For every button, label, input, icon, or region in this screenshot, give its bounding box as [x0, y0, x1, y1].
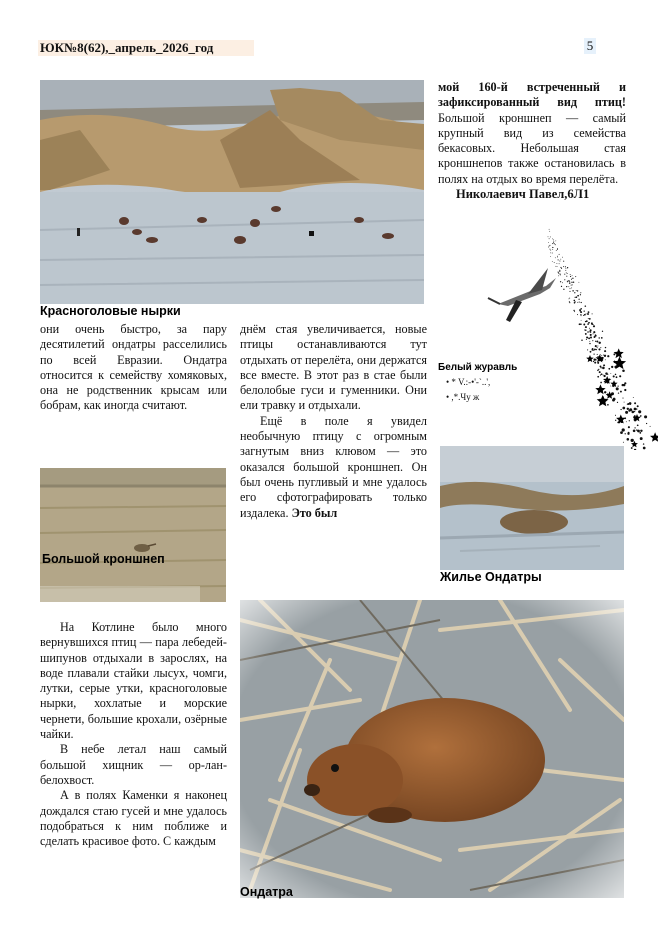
star-dot — [634, 411, 635, 412]
star-dot — [633, 397, 634, 398]
left-bottom-paragraph-2: В небе летал наш самый большой хищник — ор-лан-белохвост. — [40, 742, 227, 787]
star-dot — [585, 333, 587, 335]
star-dot — [637, 424, 639, 426]
star-dot — [569, 302, 570, 303]
star-dot — [636, 408, 637, 409]
star-dot — [553, 242, 554, 243]
star-dot — [573, 282, 574, 283]
star-dot — [607, 374, 608, 375]
star-dot — [596, 341, 598, 343]
star-dot — [552, 261, 553, 262]
star-dot — [610, 373, 611, 374]
star-dot — [616, 376, 618, 378]
star-dot — [600, 375, 601, 376]
star-dot — [557, 266, 558, 267]
star-dot — [591, 322, 593, 324]
star-dot — [565, 266, 566, 267]
middle-paragraph-2: Ещё в поле я увидел необычную птицу с огромным загнутым вниз клювом — это оказался большой кроншнеп. Он был очень пугливый и мне удалось его сфотографировать только издалека. — [240, 413, 427, 520]
star-dot — [555, 266, 556, 267]
star-dot — [548, 247, 549, 248]
species-count-bold: мой 160-й встреченный и зафиксированный вид птиц! — [438, 80, 626, 110]
star-dot — [579, 323, 581, 325]
star-dot — [584, 314, 586, 316]
star-dot — [627, 438, 630, 441]
star-dot — [601, 373, 603, 375]
star-dot — [559, 271, 560, 272]
star-dot — [622, 428, 625, 431]
star-dot — [550, 252, 551, 253]
star-dot — [557, 248, 558, 249]
star-dot — [585, 321, 586, 322]
star-dot — [549, 231, 550, 232]
star-dot — [589, 331, 590, 332]
star-dot — [600, 354, 601, 355]
star-dot — [562, 257, 563, 258]
star-dot — [563, 261, 564, 262]
star-dot — [627, 411, 628, 412]
star-dot — [599, 371, 601, 373]
curlew-image — [40, 468, 226, 602]
star-dot — [607, 355, 609, 357]
star-dot — [569, 280, 570, 281]
muskrat-photo — [240, 600, 624, 898]
star-dot — [552, 253, 553, 254]
star-dot — [575, 297, 576, 298]
star-dot — [577, 290, 578, 291]
star-dot — [627, 433, 629, 435]
star-dot — [595, 334, 596, 335]
star-dot — [567, 267, 568, 268]
star-dot — [569, 282, 570, 283]
star-dot — [572, 278, 573, 279]
star-dot — [628, 410, 630, 412]
curlew-photo — [40, 468, 226, 602]
star-dot — [605, 359, 606, 360]
page-number: 5 — [584, 38, 596, 54]
star-dot — [631, 439, 634, 442]
star-dot — [638, 410, 641, 413]
star-dot — [597, 346, 598, 347]
star-dot — [611, 366, 613, 368]
star-dot — [589, 341, 590, 342]
star-dot — [597, 362, 599, 364]
star-dot — [549, 238, 550, 239]
star-dot — [597, 354, 598, 355]
star-dot — [572, 275, 573, 276]
star-dot — [634, 408, 637, 411]
star-dot — [593, 350, 594, 351]
crane-decor-line-2: • ,*.Чу ж — [446, 392, 480, 402]
star-dot — [590, 334, 592, 336]
star-dot — [549, 229, 550, 230]
star-dot — [555, 244, 556, 245]
star-dot — [615, 415, 616, 416]
star-dot — [629, 402, 632, 405]
star-dot — [568, 298, 569, 299]
star-dot — [623, 442, 624, 443]
star-dot — [576, 290, 577, 291]
star-dot — [550, 245, 551, 246]
star-dot — [550, 256, 551, 257]
pochards-photo — [40, 80, 424, 304]
star-dot — [592, 340, 593, 341]
star-dot — [639, 432, 641, 434]
star-dot — [577, 295, 579, 297]
star-dot — [601, 337, 603, 339]
star-dot — [634, 427, 635, 428]
star-dot — [616, 387, 619, 390]
star-dot — [597, 376, 599, 378]
star-dot — [558, 273, 559, 274]
star-dot — [596, 349, 597, 350]
star-dot — [575, 276, 576, 277]
star-dot — [624, 382, 626, 384]
star-dot — [604, 355, 606, 357]
star-dot — [583, 315, 584, 316]
star-dot — [565, 270, 566, 271]
star-trail — [438, 228, 658, 450]
caption-curlew: Большой кроншнеп — [42, 552, 165, 566]
star-dot — [573, 300, 575, 302]
star-dot — [625, 433, 626, 434]
star-dot — [620, 409, 621, 410]
star-dot — [557, 257, 558, 258]
star-dot — [600, 367, 601, 368]
star-dot — [597, 356, 598, 357]
star-dot — [572, 284, 573, 285]
star-dot — [615, 420, 616, 421]
star-dot — [580, 294, 581, 295]
star-dot — [552, 249, 553, 250]
star-dot — [552, 243, 553, 244]
star-dot — [589, 343, 590, 344]
star-dot — [613, 398, 616, 401]
star-dot — [571, 287, 572, 288]
star-dot — [607, 393, 608, 394]
star-dot — [566, 272, 567, 273]
star-dot — [590, 331, 592, 333]
star-dot — [583, 324, 585, 326]
star-dot — [597, 370, 598, 371]
star-dot — [555, 240, 556, 241]
muskrat-image — [240, 600, 624, 898]
star-dot — [620, 431, 623, 434]
star-dot — [572, 290, 573, 291]
star-dot — [631, 447, 633, 449]
star-dot — [564, 274, 565, 275]
star-dot — [580, 308, 582, 310]
star-dot — [588, 311, 590, 313]
left-bottom-paragraph-1: На Котлине было много вернувшихся птиц — пара лебедей-шипунов отдыхали в зарослях, на воде плавали стайки лысух, чомги, лутки, серые утки, красноголовые нырки, хохлатые и морские чернети, большие крохали, озёрные чайки. — [40, 620, 227, 742]
star-dot — [569, 298, 570, 299]
middle-column — [240, 322, 427, 521]
crane-decor-line-1: • * V.:-•'-`..', — [446, 377, 491, 387]
star-dot — [579, 310, 581, 312]
star-dot — [548, 242, 549, 243]
star-dot — [558, 272, 559, 273]
left-bottom-paragraph-3: А в полях Каменки я наконец дождался стаю гусей и мне удалось подобраться к ним поближе и сделать красивое фото. С каждым — [40, 788, 227, 849]
star-dot — [604, 391, 606, 393]
muskrat-house-image — [440, 446, 624, 570]
star-dot — [556, 250, 557, 251]
star-dot — [594, 362, 596, 364]
star-dot — [563, 289, 564, 290]
star-dot — [570, 274, 571, 275]
star-dot — [595, 341, 596, 342]
star-dot — [577, 302, 578, 303]
star-dot — [643, 447, 646, 450]
star-dot — [640, 437, 643, 440]
star-dot — [559, 254, 560, 255]
star-dot — [558, 275, 559, 276]
issue-header: ЮК№8(62),_апрель_2026_год — [38, 40, 254, 56]
star-dot — [584, 329, 585, 330]
star-dot — [550, 236, 551, 237]
caption-muskrat: Ондатра — [240, 885, 293, 899]
star-dot — [588, 318, 589, 319]
star-dot — [593, 333, 594, 334]
star-dot — [568, 286, 569, 287]
star-dot — [608, 368, 610, 370]
star-dot — [618, 392, 619, 393]
star-dot — [600, 347, 601, 348]
star-dot — [627, 408, 629, 410]
star-dot — [636, 429, 637, 430]
star-dot — [599, 337, 600, 338]
star-shape — [586, 355, 594, 362]
star-dot — [549, 246, 550, 247]
star-dot — [587, 323, 589, 325]
star-dot — [629, 420, 630, 421]
star-dot — [610, 386, 611, 387]
star-dot — [565, 268, 566, 269]
star-dot — [631, 411, 634, 414]
star-dot — [581, 339, 582, 340]
star-dot — [563, 266, 564, 267]
star-dot — [637, 430, 640, 433]
star-dot — [554, 262, 555, 263]
star-dot — [560, 274, 561, 275]
star-dot — [590, 337, 592, 339]
star-dot — [553, 241, 554, 242]
caption-muskrat-house: Жилье Ондатры — [440, 570, 542, 584]
star-dot — [587, 313, 589, 315]
star-dot — [567, 281, 568, 282]
star-dot — [593, 325, 595, 327]
star-dot — [595, 345, 597, 347]
star-dot — [586, 336, 588, 338]
star-dot — [626, 421, 627, 422]
star-dot — [561, 286, 562, 287]
author-signature: Николаевич Павел,6Л1 — [456, 187, 590, 202]
curlew-description: Большой кроншнеп — самый крупный вид из семейства бекасовых. Небольшая стая кроншнепов также остановилась в полях на отдых во время перелёта. — [438, 110, 626, 186]
star-shape — [597, 395, 609, 406]
star-dot — [593, 359, 595, 361]
star-shape — [595, 384, 605, 394]
star-dot — [550, 250, 551, 251]
middle-paragraph-2-bold: Это был — [291, 505, 338, 520]
star-dot — [585, 326, 587, 328]
star-dot — [602, 331, 603, 332]
star-dot — [634, 402, 636, 404]
star-dot — [598, 348, 600, 350]
star-shape — [650, 432, 658, 442]
star-dot — [564, 279, 565, 280]
star-dot — [578, 282, 579, 283]
star-dot — [581, 320, 582, 321]
star-dot — [574, 311, 575, 312]
crane-illustration — [438, 228, 658, 450]
star-dot — [560, 267, 561, 268]
left-bottom-text — [40, 620, 227, 849]
star-dot — [620, 391, 622, 393]
star-dot — [571, 279, 572, 280]
star-dot — [603, 375, 604, 376]
star-dot — [590, 351, 592, 353]
star-dot — [587, 349, 588, 350]
star-dot — [593, 353, 594, 354]
star-dot — [569, 291, 570, 292]
star-dot — [571, 282, 572, 283]
star-dot — [580, 292, 581, 293]
star-dot — [566, 286, 567, 287]
star-dot — [584, 310, 585, 311]
star-dot — [559, 270, 560, 271]
left-top-text: они очень быстро, за пару десятилетий ондатры расселились по всей Евразии. Ондатра относится к семейству хомяковых, она не родственник крысам или бобрам, как иногда считают. — [40, 322, 227, 413]
middle-paragraph-1: днём стая увеличивается, новые птицы останавливаются тут отдыхать от перелёта, они держатся все вместе. В этот раз в стае были белолобые гуси и гуменники. Они ели травку и отдыхали. — [240, 322, 427, 413]
star-dot — [627, 404, 628, 405]
star-dot — [574, 292, 575, 293]
star-dot — [598, 342, 600, 344]
star-dot — [644, 415, 647, 418]
star-dot — [558, 259, 559, 260]
star-dot — [578, 299, 579, 300]
caption-pochards: Красноголовые нырки — [40, 304, 181, 318]
star-dot — [615, 374, 617, 376]
star-dot — [570, 276, 571, 277]
star-dot — [559, 261, 560, 262]
star-dot — [553, 247, 554, 248]
star-dot — [613, 375, 615, 377]
star-dot — [602, 367, 605, 370]
right-top-text — [438, 80, 626, 202]
star-shape — [596, 354, 605, 362]
star-dot — [622, 407, 625, 410]
star-dot — [637, 405, 639, 407]
star-dot — [556, 263, 557, 264]
star-dot — [607, 404, 609, 406]
star-dot — [579, 302, 580, 303]
star-dot — [585, 305, 587, 307]
star-dot — [559, 274, 560, 275]
star-dot — [560, 281, 561, 282]
star-dot — [601, 355, 602, 356]
star-dot — [650, 426, 651, 427]
star-dot — [586, 313, 587, 314]
star-dot — [605, 347, 606, 348]
star-dot — [561, 268, 562, 269]
star-dot — [622, 398, 623, 399]
star-dot — [586, 339, 587, 340]
star-dot — [628, 426, 630, 428]
star-dot — [589, 328, 590, 329]
star-dot — [559, 263, 560, 264]
star-dot — [603, 375, 605, 377]
star-dot — [622, 370, 625, 373]
star-dot — [600, 382, 602, 384]
star-dot — [633, 429, 636, 432]
star-dot — [549, 249, 550, 250]
star-dot — [640, 430, 642, 432]
star-dot — [577, 314, 578, 315]
star-dot — [562, 282, 563, 283]
muskrat-house-photo — [440, 446, 624, 570]
star-dot — [573, 310, 574, 311]
star-dot — [581, 302, 582, 303]
star-dot — [624, 389, 626, 391]
star-dot — [593, 361, 594, 362]
star-shape — [614, 348, 624, 358]
star-dot — [576, 296, 578, 298]
star-dot — [640, 415, 642, 417]
star-dot — [625, 411, 628, 414]
star-dot — [566, 276, 567, 277]
pochards-image — [40, 80, 424, 304]
star-dot — [557, 256, 558, 257]
star-dot — [613, 353, 615, 355]
star-dot — [603, 364, 605, 366]
star-dot — [557, 249, 558, 250]
star-dot — [619, 375, 621, 377]
star-dot — [571, 285, 572, 286]
star-dot — [597, 347, 598, 348]
star-dot — [580, 314, 581, 315]
star-dot — [590, 329, 592, 331]
star-dot — [588, 322, 590, 324]
star-dot — [560, 259, 561, 260]
star-dot — [592, 348, 594, 350]
star-dot — [554, 243, 555, 244]
star-dot — [600, 365, 602, 367]
star-dot — [634, 449, 636, 450]
star-dot — [603, 355, 604, 356]
star-dot — [589, 318, 591, 320]
star-dot — [548, 236, 549, 237]
star-dot — [570, 288, 571, 289]
star-dot — [592, 313, 593, 314]
star-dot — [552, 238, 553, 239]
star-dot — [624, 402, 625, 403]
star-dot — [646, 423, 647, 424]
star-dot — [553, 239, 554, 240]
caption-crane: Белый журавль — [438, 362, 518, 373]
star-dot — [574, 301, 575, 302]
star-dot — [587, 331, 589, 333]
star-dot — [567, 273, 568, 274]
star-dot — [643, 443, 644, 444]
star-dot — [617, 402, 618, 403]
star-dot — [604, 350, 606, 352]
star-dot — [588, 337, 590, 339]
star-dot — [555, 257, 556, 258]
star-dot — [593, 331, 595, 333]
star-dot — [617, 385, 618, 386]
